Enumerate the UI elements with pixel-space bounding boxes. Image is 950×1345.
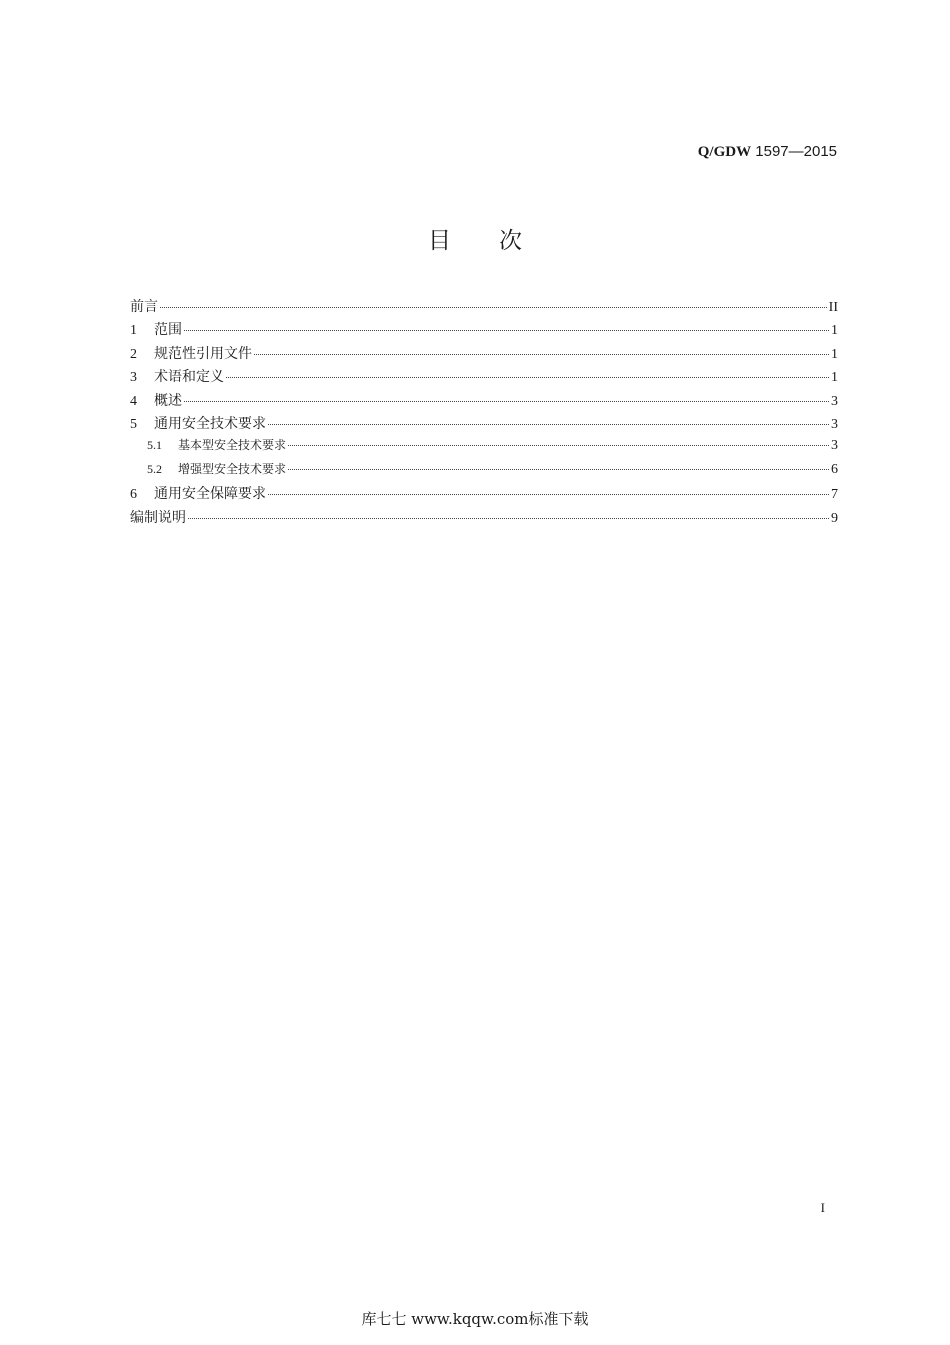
toc-entry-number: 3: [130, 370, 137, 386]
toc-entry-page: 1: [831, 346, 838, 362]
toc-entry-number: 5.1: [147, 438, 162, 453]
toc-leader-dots: [184, 330, 829, 331]
standard-number: 1597—2015: [751, 143, 837, 160]
toc-entry[interactable]: [130, 343, 838, 366]
toc-entry-page: 3: [831, 393, 838, 409]
toc-entry-label: 编制说明: [130, 509, 186, 526]
toc-entry-page: 7: [831, 487, 838, 503]
toc-entry[interactable]: [130, 390, 838, 413]
toc-entry-number: 5: [130, 416, 137, 432]
toc-entry-label: 增强型安全技术要求: [178, 461, 287, 476]
toc-title: 目次: [428, 228, 570, 254]
toc-entry[interactable]: [130, 483, 838, 506]
toc-entry-label: 通用安全保障要求: [154, 486, 266, 503]
toc-entry-page: 3: [831, 416, 838, 432]
toc-entry-label: 前言: [130, 299, 158, 315]
toc-entry-label: 规范性引用文件: [154, 345, 252, 362]
toc-entry-label: 概述: [154, 392, 182, 409]
toc-leader-dots: [254, 354, 829, 355]
toc-leader-dots: [268, 424, 829, 425]
toc-entry-page: 3: [831, 438, 838, 454]
toc-entry-number: 5.2: [147, 461, 162, 476]
standard-code: [698, 143, 837, 161]
toc-entry-page: II: [828, 300, 838, 315]
toc-entry-number: 2: [130, 346, 137, 362]
standard-prefix: Q/GDW: [697, 144, 752, 160]
toc-entry[interactable]: [130, 319, 838, 342]
table-of-contents: [130, 296, 838, 530]
toc-leader-dots: [184, 401, 829, 402]
toc-entry-number: 1: [130, 323, 137, 339]
toc-entry[interactable]: [130, 460, 838, 483]
toc-entry[interactable]: [130, 296, 838, 319]
toc-leader-dots: [288, 469, 829, 470]
toc-leader-dots: [188, 518, 829, 519]
toc-entry[interactable]: [130, 507, 838, 530]
toc-leader-dots: [160, 307, 827, 308]
toc-entry-number: 6: [130, 487, 137, 503]
footer-watermark: 库七七 www.kqqw.com标准下载: [361, 1310, 589, 1328]
toc-entry-page: 1: [831, 370, 838, 386]
toc-entry-page: 1: [831, 323, 838, 339]
toc-leader-dots: [268, 494, 829, 495]
toc-entry[interactable]: [130, 436, 838, 459]
toc-entry[interactable]: [130, 413, 838, 436]
toc-entry-label: 术语和定义: [154, 369, 224, 386]
toc-entry-number: 4: [130, 393, 137, 409]
toc-leader-dots: [288, 445, 829, 446]
toc-entry[interactable]: [130, 366, 838, 389]
toc-entry-label: 通用安全技术要求: [154, 415, 266, 432]
toc-entry-page: 6: [831, 461, 838, 477]
toc-entry-page: 9: [831, 510, 838, 526]
page-number: I: [820, 1200, 825, 1215]
toc-entry-label: 范围: [154, 322, 182, 339]
toc-entry-label: 基本型安全技术要求: [178, 438, 287, 453]
toc-leader-dots: [226, 377, 829, 378]
